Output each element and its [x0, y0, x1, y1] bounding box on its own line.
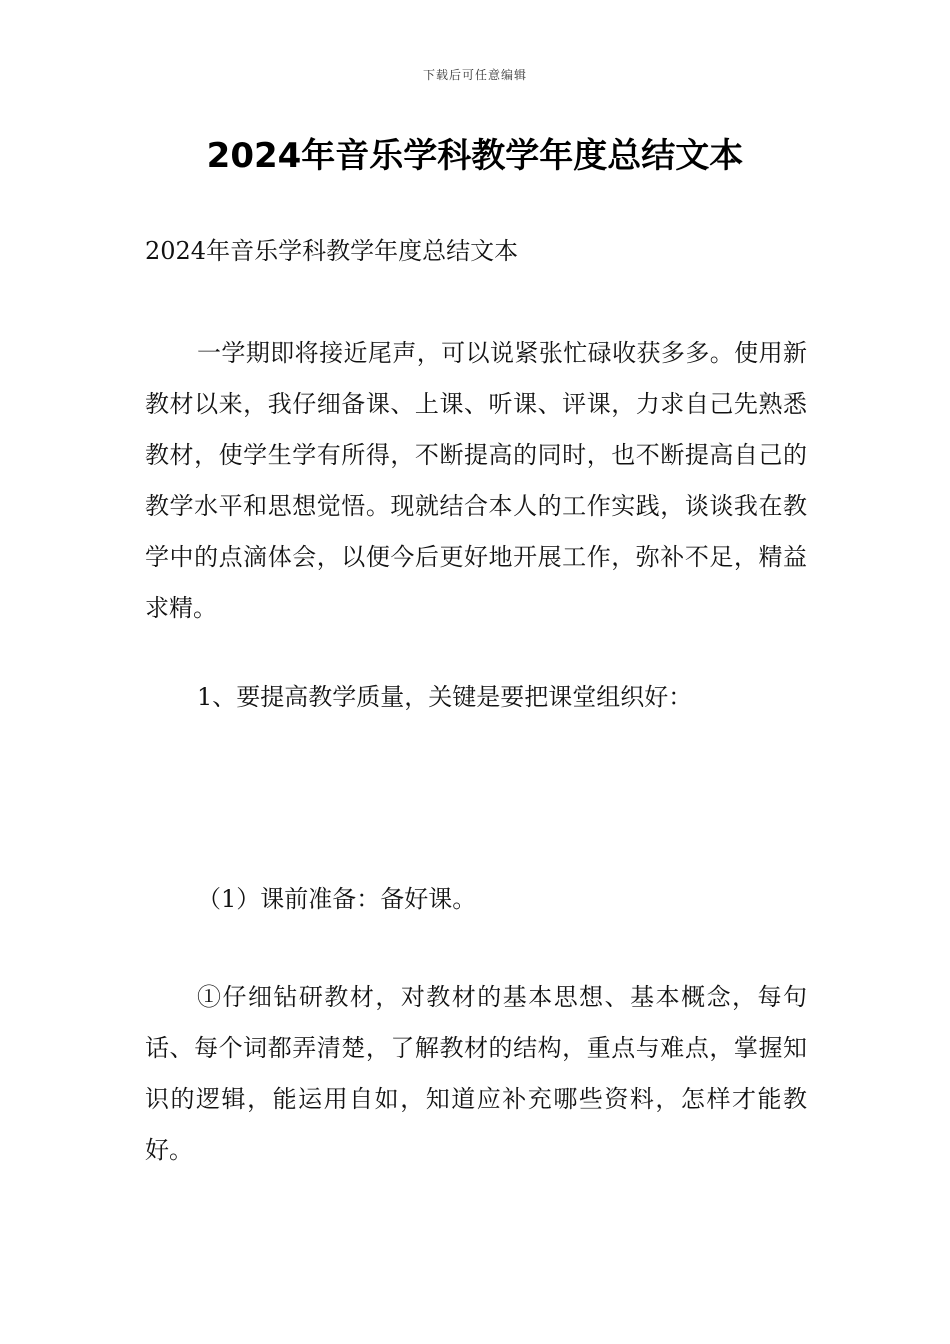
- paragraph-subpoint-1: （1）课前准备：备好课。: [197, 885, 477, 913]
- paragraph-point-1: 1、要提高教学质量，关键是要把课堂组织好：: [197, 683, 693, 711]
- document-subtitle: 2024年音乐学科教学年度总结文本: [145, 237, 519, 265]
- document-title: 2024年音乐学科教学年度总结文本: [206, 136, 744, 176]
- paragraph-item-1: ①仔细钻研教材，对教材的基本思想、基本概念，每句话、每个词都弄清楚，了解教材的结构，重点与难点，掌握知识的逻辑，能运用自如，知道应补充哪些资料，怎样才能教好。: [145, 983, 807, 1164]
- page-header-note: 下载后可任意编辑: [422, 68, 527, 82]
- paragraph-intro: 一学期即将接近尾声，可以说紧张忙碌收获多多。使用新教材以来，我仔细备课、上课、听课、评课，力求自己先熟悉教材，使学生学有所得，不断提高的同时，也不断提高自己的教学水平和思想觉悟。现就结合本人的工作实践，谈谈我在教学中的点滴体会，以便今后更好地开展工作，弥补不足，精益求精。: [145, 339, 807, 622]
